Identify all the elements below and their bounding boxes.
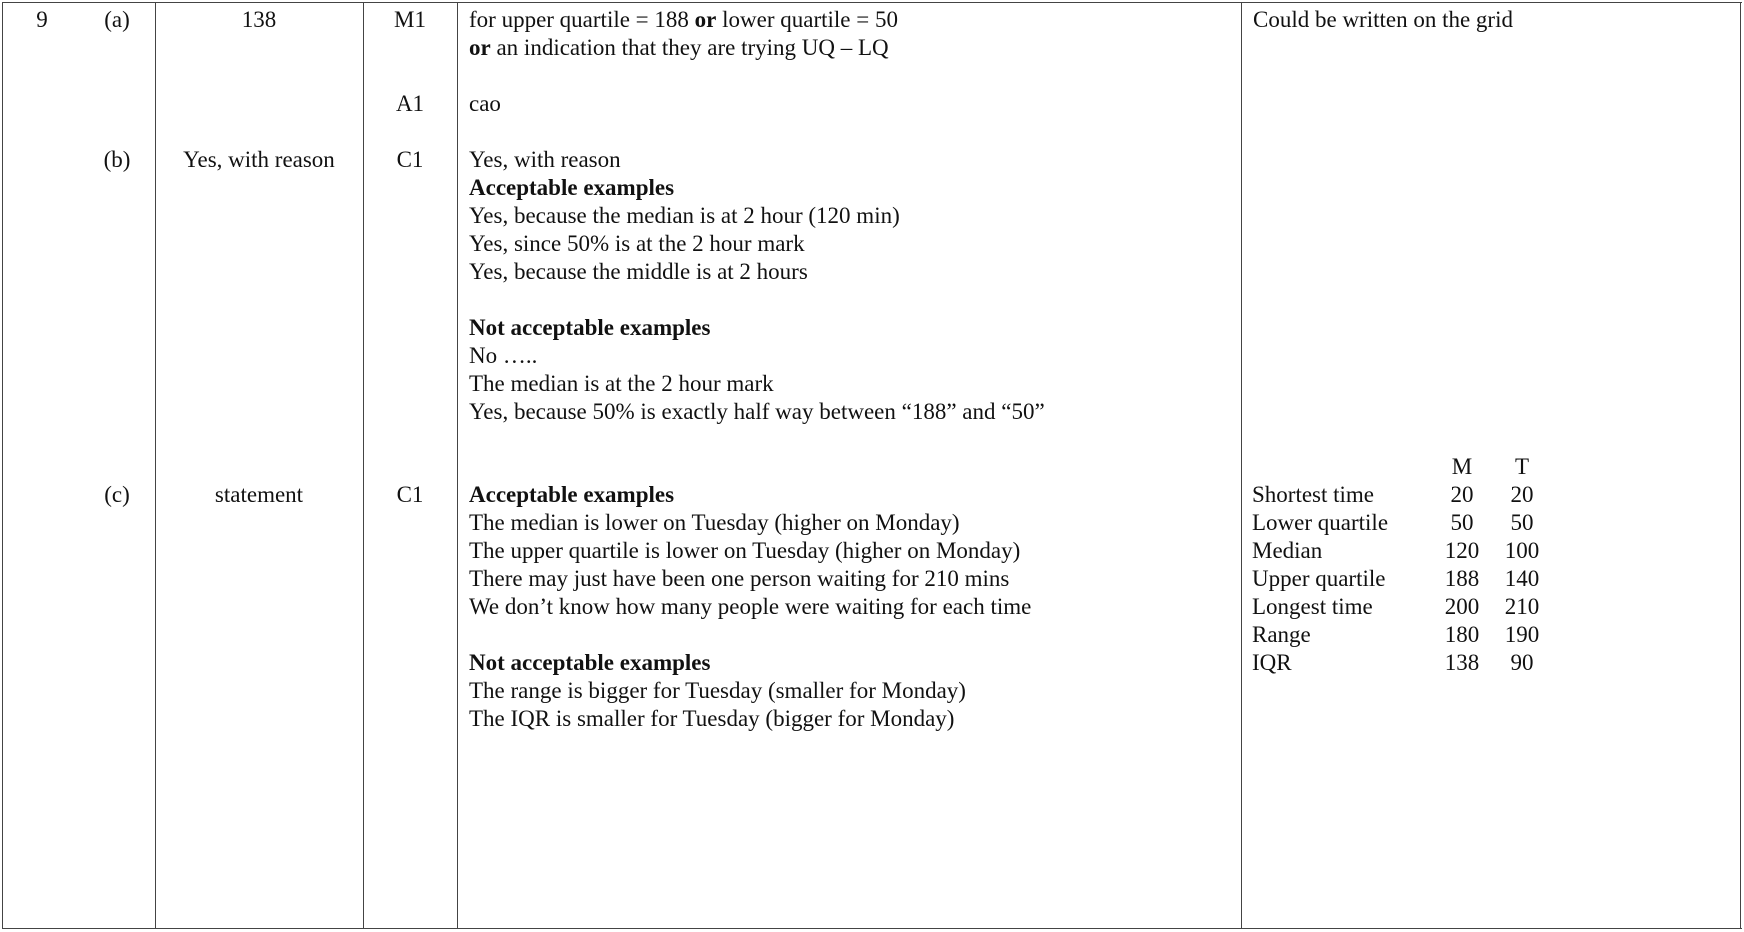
stats-value-t: 190 <box>1504 622 1540 647</box>
acceptable-example: The median is lower on Tuesday (higher on Monday) <box>469 510 960 535</box>
stats-col-tuesday: T <box>1514 454 1530 479</box>
not-acceptable-example: The range is bigger for Tuesday (smaller for Monday) <box>469 678 966 703</box>
stats-row <box>1252 565 1572 593</box>
additional-guidance: Could be written on the grid <box>1253 7 1513 32</box>
acceptable-heading: Acceptable examples <box>469 175 675 200</box>
not-acceptable-example: The median is at the 2 hour mark <box>469 371 774 396</box>
notes-text: for upper quartile = 188 <box>469 7 695 32</box>
stats-value-t: 140 <box>1504 566 1540 591</box>
stats-value-t: 50 <box>1510 510 1534 535</box>
stats-row <box>1252 509 1572 537</box>
stats-row <box>1252 621 1572 649</box>
stats-value-m: 120 <box>1444 538 1480 563</box>
not-acceptable-example: Yes, because 50% is exactly half way between “188” and “50” <box>469 399 1045 424</box>
stats-value-t: 20 <box>1510 482 1534 507</box>
stats-label: Upper quartile <box>1252 566 1386 591</box>
answer-cell: Yes, with reason <box>183 147 335 172</box>
not-acceptable-example: The IQR is smaller for Tuesday (bigger for Monday) <box>469 706 955 731</box>
acceptable-example: Yes, because the middle is at 2 hours <box>469 259 808 284</box>
column-border <box>363 2 364 928</box>
table-bottom-border <box>2 928 1742 929</box>
or-keyword: or <box>469 35 491 60</box>
not-acceptable-heading: Not acceptable examples <box>469 650 711 675</box>
notes-text: an indication that they are trying UQ – LQ <box>490 35 889 60</box>
acceptable-example: Yes, because the median is at 2 hour (120 min) <box>469 203 900 228</box>
stats-value-m: 188 <box>1444 566 1480 591</box>
column-border <box>1740 2 1741 928</box>
stats-col-monday: M <box>1451 454 1473 479</box>
table-top-border <box>2 2 1742 3</box>
stats-header-row <box>1252 453 1572 481</box>
stats-row <box>1252 593 1572 621</box>
stats-value-m: 200 <box>1444 594 1480 619</box>
stats-row <box>1252 537 1572 565</box>
stats-value-t: 90 <box>1510 650 1534 675</box>
stats-value-m: 138 <box>1444 650 1480 675</box>
stats-value-m: 50 <box>1450 510 1474 535</box>
stats-value-m: 20 <box>1450 482 1474 507</box>
mark-code: C1 <box>396 482 424 507</box>
notes-text: lower quartile = 50 <box>716 7 898 32</box>
acceptable-example: The upper quartile is lower on Tuesday (higher on Monday) <box>469 538 1021 563</box>
stats-label: Longest time <box>1252 594 1373 619</box>
stats-row <box>1252 649 1572 677</box>
mark-code: A1 <box>395 91 425 116</box>
notes-line: Yes, with reason <box>469 147 621 172</box>
column-border <box>457 2 458 928</box>
mark-code: M1 <box>394 7 426 32</box>
column-border <box>155 2 156 928</box>
notes-line <box>469 6 898 34</box>
acceptable-heading: Acceptable examples <box>469 482 675 507</box>
acceptable-example: Yes, since 50% is at the 2 hour mark <box>469 231 805 256</box>
stats-label: Median <box>1252 538 1323 563</box>
part-label: (b) <box>103 147 131 172</box>
stats-label: Lower quartile <box>1252 510 1389 535</box>
answer-cell: 138 <box>241 7 277 32</box>
stats-label: Shortest time <box>1252 482 1375 507</box>
stats-row <box>1252 481 1572 509</box>
stats-value-m: 180 <box>1444 622 1480 647</box>
part-label: (c) <box>104 482 130 507</box>
stats-label: Range <box>1252 622 1311 647</box>
column-border <box>2 2 3 928</box>
notes-line: cao <box>469 91 501 116</box>
not-acceptable-heading: Not acceptable examples <box>469 315 711 340</box>
mark-scheme-table <box>2 2 1742 928</box>
or-keyword: or <box>694 7 717 32</box>
stats-value-t: 210 <box>1504 594 1540 619</box>
column-border <box>1241 2 1242 928</box>
mark-code: C1 <box>396 147 424 172</box>
question-number: 9 <box>36 7 48 32</box>
stats-label: IQR <box>1252 650 1292 675</box>
part-label: (a) <box>104 7 130 32</box>
acceptable-example: There may just have been one person waiting for 210 mins <box>469 566 1010 591</box>
notes-line <box>469 34 889 62</box>
acceptable-example: We don’t know how many people were waiting for each time <box>469 594 1032 619</box>
stats-value-t: 100 <box>1504 538 1540 563</box>
not-acceptable-example: No ….. <box>469 343 538 368</box>
stats-table <box>1252 454 1572 677</box>
answer-cell: statement <box>214 482 304 507</box>
